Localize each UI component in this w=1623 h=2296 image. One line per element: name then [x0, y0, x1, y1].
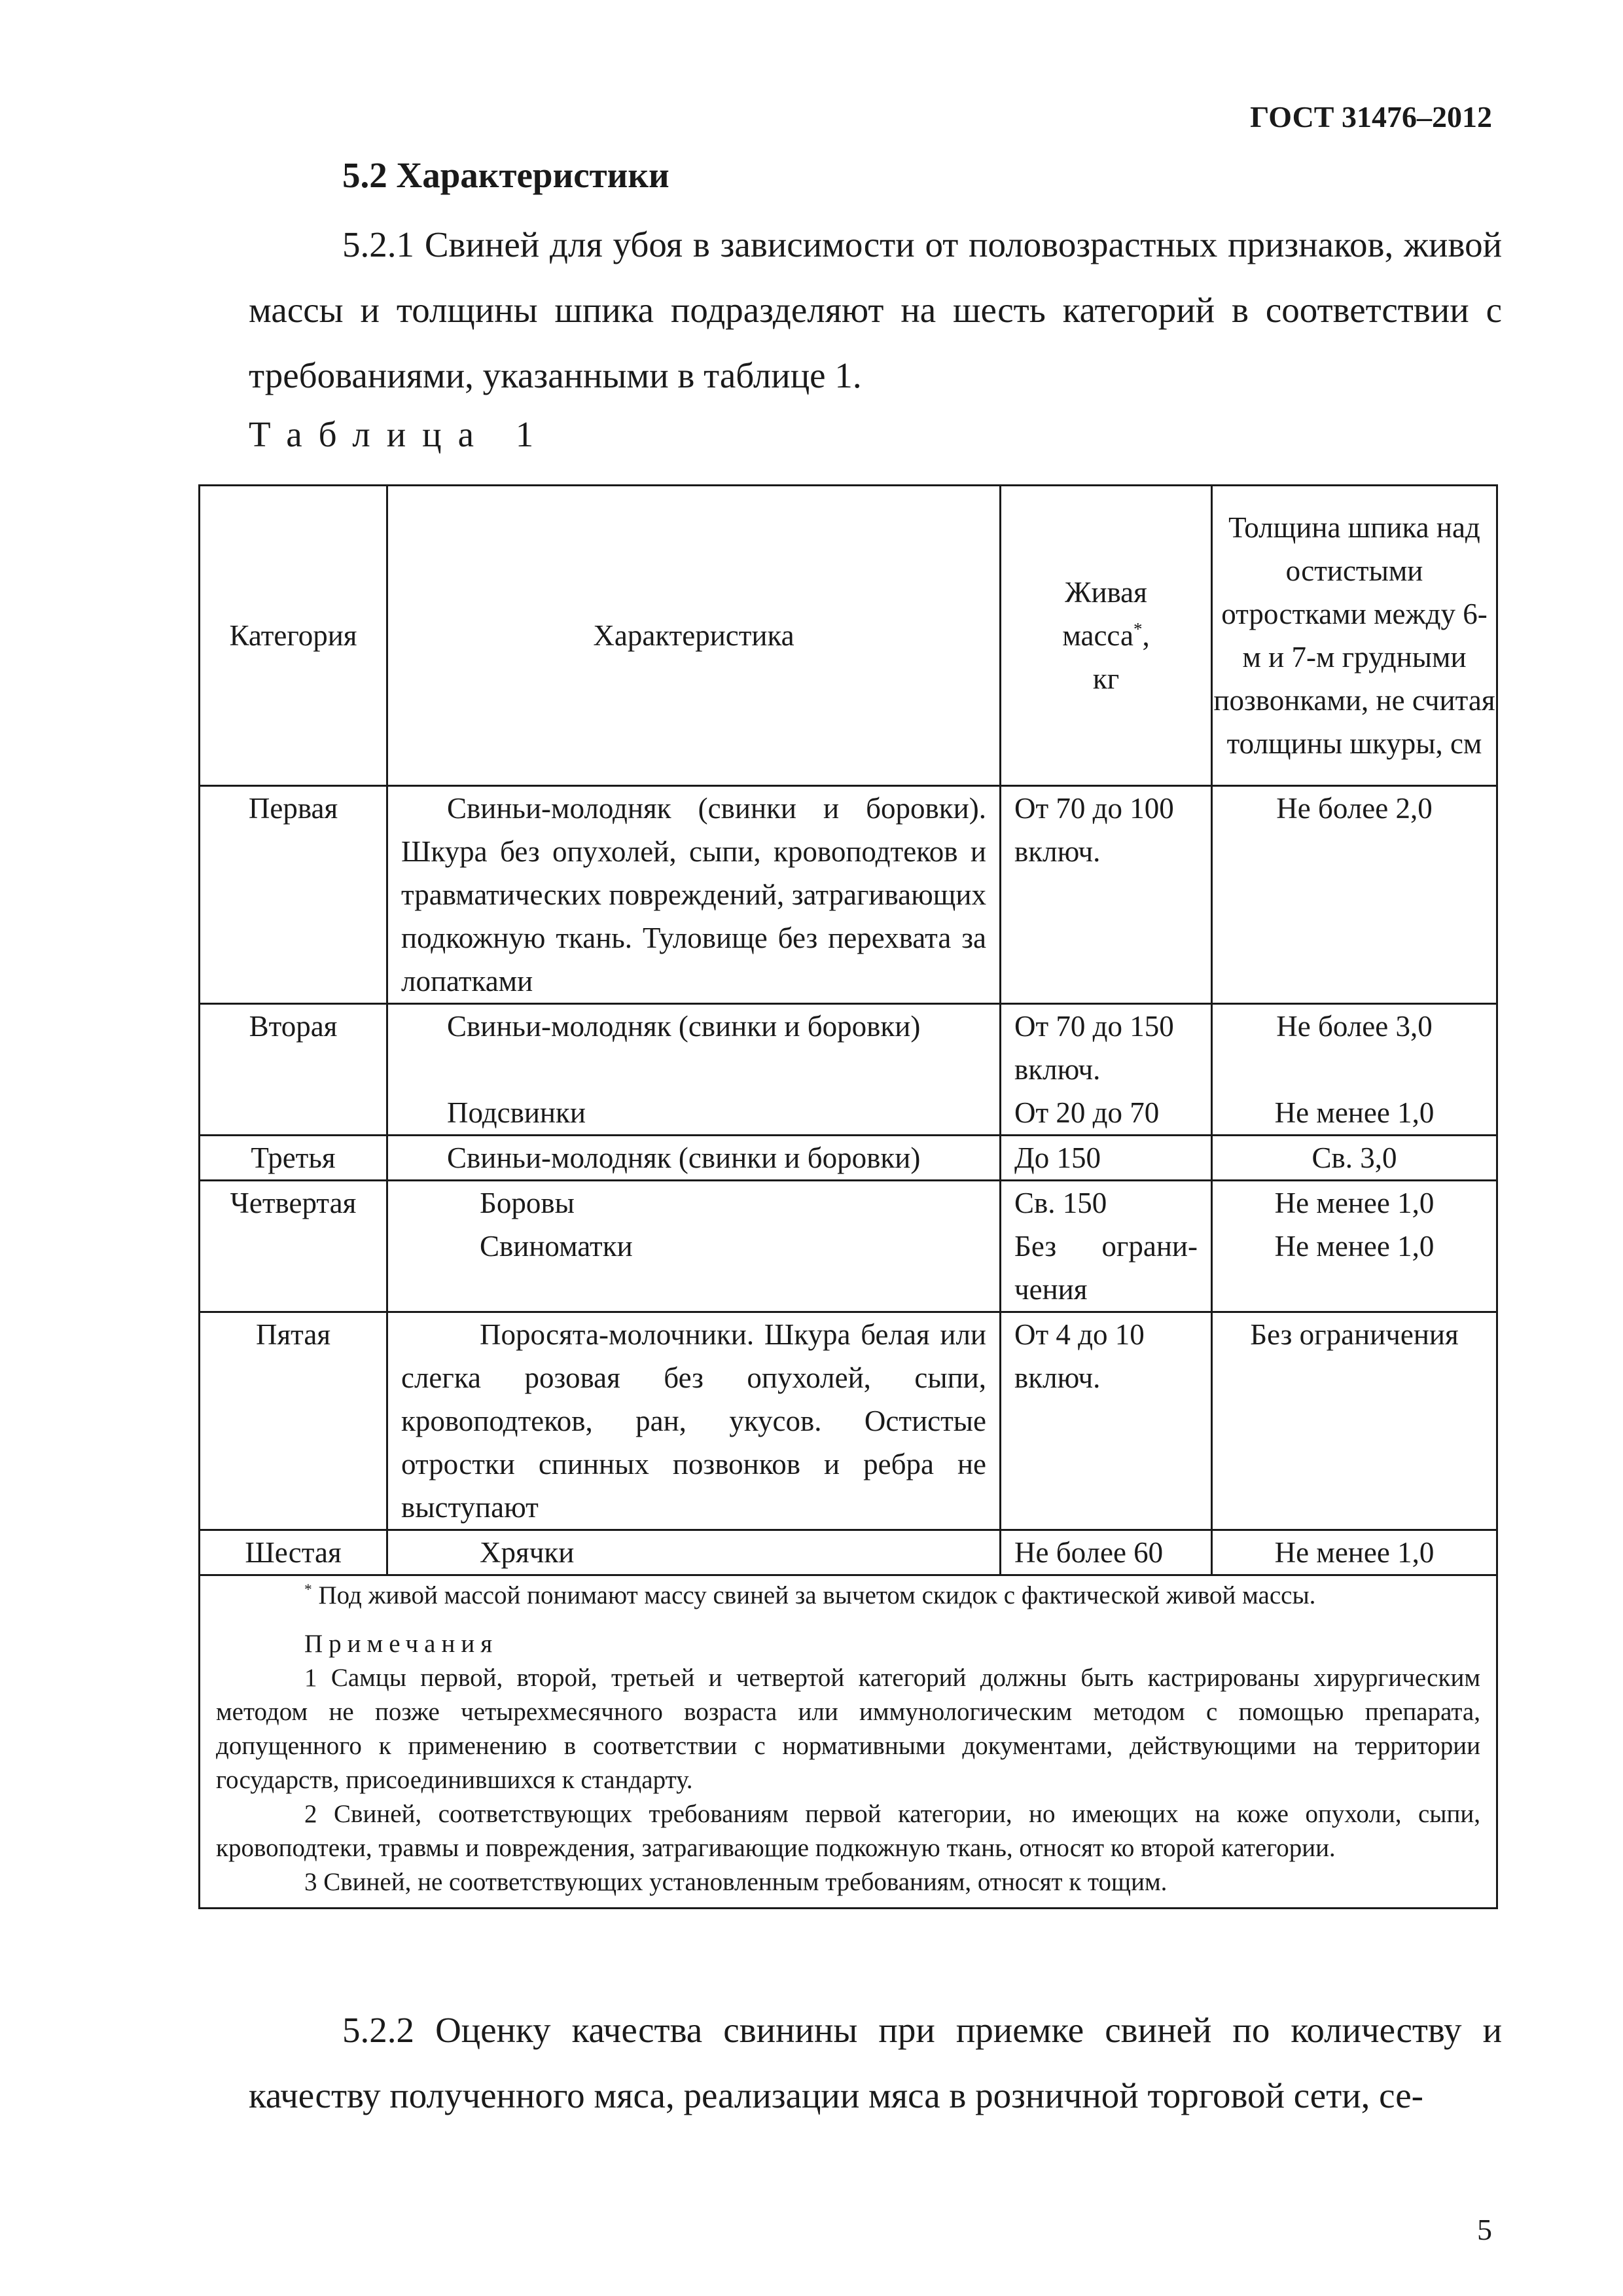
paragraph-5-2-1: 5.2.1 Свиней для убоя в зависимости от половозрастных признаков, живой массы и толщины шпика подразделяют на шесть категорий в соответствии с требованиями, указанными в таблице 1.	[249, 224, 1502, 395]
characteristic-cell	[387, 1312, 1001, 1530]
header-live-mass-word: масса	[1062, 619, 1133, 652]
mass-cell: До 150	[1001, 1136, 1212, 1181]
header-live-mass-comma: ,	[1142, 619, 1150, 652]
header-characteristic: Характеристика	[387, 486, 1001, 786]
notes-cell	[200, 1575, 1497, 1909]
mass-cell: От 4 до 10 включ.	[1001, 1312, 1212, 1530]
characteristic-text: Свиньи-молодняк (свинки и боровки)	[447, 1141, 921, 1174]
table-notes-row	[200, 1575, 1497, 1909]
characteristic-text: Поросята-молочники. Шкура белая или слегка розовая без опухолей, сыпи, кровоподтеков, ран, укусов. Остистые отростки спинных позвонков и ребра не выступают	[401, 1318, 986, 1524]
table-row	[200, 1312, 1497, 1530]
characteristic-cell	[387, 1530, 1001, 1575]
fat-text: Не менее 1,0	[1274, 1187, 1435, 1219]
category-cell: Четвертая	[200, 1181, 387, 1312]
header-fat-thickness: Толщина шпика над остистыми отростками между 6-м и 7-м грудными позвонками, не считая толщины шкуры, см	[1212, 486, 1497, 786]
table-caption: Таблица 1	[249, 414, 550, 454]
characteristic-text: Хрячки	[480, 1536, 575, 1569]
table-row	[200, 786, 1497, 1004]
note-item: 2 Свиней, соответствующих требованиям первой категории, но имеющих на коже опухоли, сыпи, кровоподтеки, травмы и повреждения, затрагивающие подкожную ткань, относят ко второй категории.	[216, 1800, 1480, 1862]
characteristic-cell	[387, 1136, 1001, 1181]
fat-cell	[1212, 1181, 1497, 1312]
category-cell: Третья	[200, 1136, 387, 1181]
header-live-mass-line1: Живая	[1065, 576, 1147, 609]
paragraph-5-2-2: 5.2.2 Оценку качества свинины при приемке свиней по количеству и качеству полученного мяса, реализации мяса в розничной торговой сети, се-	[249, 2010, 1502, 2115]
notes-title: Примечания	[304, 1630, 499, 1658]
table-header-row	[200, 486, 1497, 786]
table-row	[200, 1530, 1497, 1575]
fat-cell: Св. 3,0	[1212, 1136, 1497, 1181]
characteristic-text: Боровы	[480, 1187, 575, 1219]
mass-text: Без ограни-	[1014, 1230, 1198, 1263]
table-row	[200, 1136, 1497, 1181]
mass-cell	[1001, 1181, 1212, 1312]
fat-cell: Без ограничения	[1212, 1312, 1497, 1530]
category-cell: Шестая	[200, 1530, 387, 1575]
table-row	[200, 1004, 1497, 1136]
characteristic-text: Свиноматки	[480, 1230, 633, 1263]
mass-cell	[1001, 1004, 1212, 1136]
note-item: 3 Свиней, не соответствующих установленным требованиям, относят к тощим.	[304, 1868, 1168, 1896]
categories-table	[198, 484, 1498, 1909]
mass-text: От 70 до 150 включ.	[1014, 1010, 1174, 1086]
header-category: Категория	[200, 486, 387, 786]
section-title: 5.2 Характеристики	[342, 155, 669, 195]
mass-text: Св. 150	[1014, 1187, 1107, 1219]
characteristic-cell	[387, 786, 1001, 1004]
characteristic-text: Свиньи-молодняк (свинки и боровки). Шкура без опухолей, сыпи, кровоподтеков и травматических повреждений, затрагивающих подкожную ткань. Туловище без перехвата за лопатками	[401, 792, 986, 997]
category-cell: Вторая	[200, 1004, 387, 1136]
characteristic-text: Подсвинки	[447, 1096, 586, 1129]
fat-cell: Не менее 1,0	[1212, 1530, 1497, 1575]
fat-cell	[1212, 1004, 1497, 1136]
footnote-mark: *	[304, 1581, 312, 1598]
mass-text: От 20 до 70	[1014, 1096, 1160, 1129]
header-live-mass	[1001, 486, 1212, 786]
standard-code: ГОСТ 31476–2012	[1250, 100, 1492, 134]
characteristic-text: Свиньи-молодняк (свинки и боровки)	[447, 1010, 921, 1043]
header-live-mass-unit: кг	[1092, 662, 1120, 695]
mass-cell: От 70 до 100 включ.	[1001, 786, 1212, 1004]
category-cell: Пятая	[200, 1312, 387, 1530]
mass-cell: Не более 60	[1001, 1530, 1212, 1575]
header-live-mass-line2	[1001, 614, 1211, 657]
page-number: 5	[1477, 2213, 1492, 2246]
fat-text: Не менее 1,0	[1274, 1096, 1435, 1129]
category-cell: Первая	[200, 786, 387, 1004]
footnote-text: Под живой массой понимают массу свиней за вычетом скидок с фактической живой массы.	[312, 1581, 1316, 1609]
mass-text: чения	[1014, 1273, 1088, 1306]
table-row	[200, 1181, 1497, 1312]
characteristic-cell	[387, 1181, 1001, 1312]
footnote-marker: *	[1133, 619, 1143, 639]
fat-text: Не более 3,0	[1276, 1010, 1433, 1043]
fat-cell: Не более 2,0	[1212, 786, 1497, 1004]
footnote	[216, 1579, 1480, 1613]
characteristic-cell	[387, 1004, 1001, 1136]
fat-text: Не менее 1,0	[1274, 1230, 1435, 1263]
note-item: 1 Самцы первой, второй, третьей и четвертой категорий должны быть кастрированы хирургическим методом не позже четырехмесячного возраста или иммунологическим методом с помощью препарата, допущенного к применению в соответствии с нормативными документами, действующими на территории государств, присоединившихся к стандарту.	[216, 1664, 1480, 1794]
